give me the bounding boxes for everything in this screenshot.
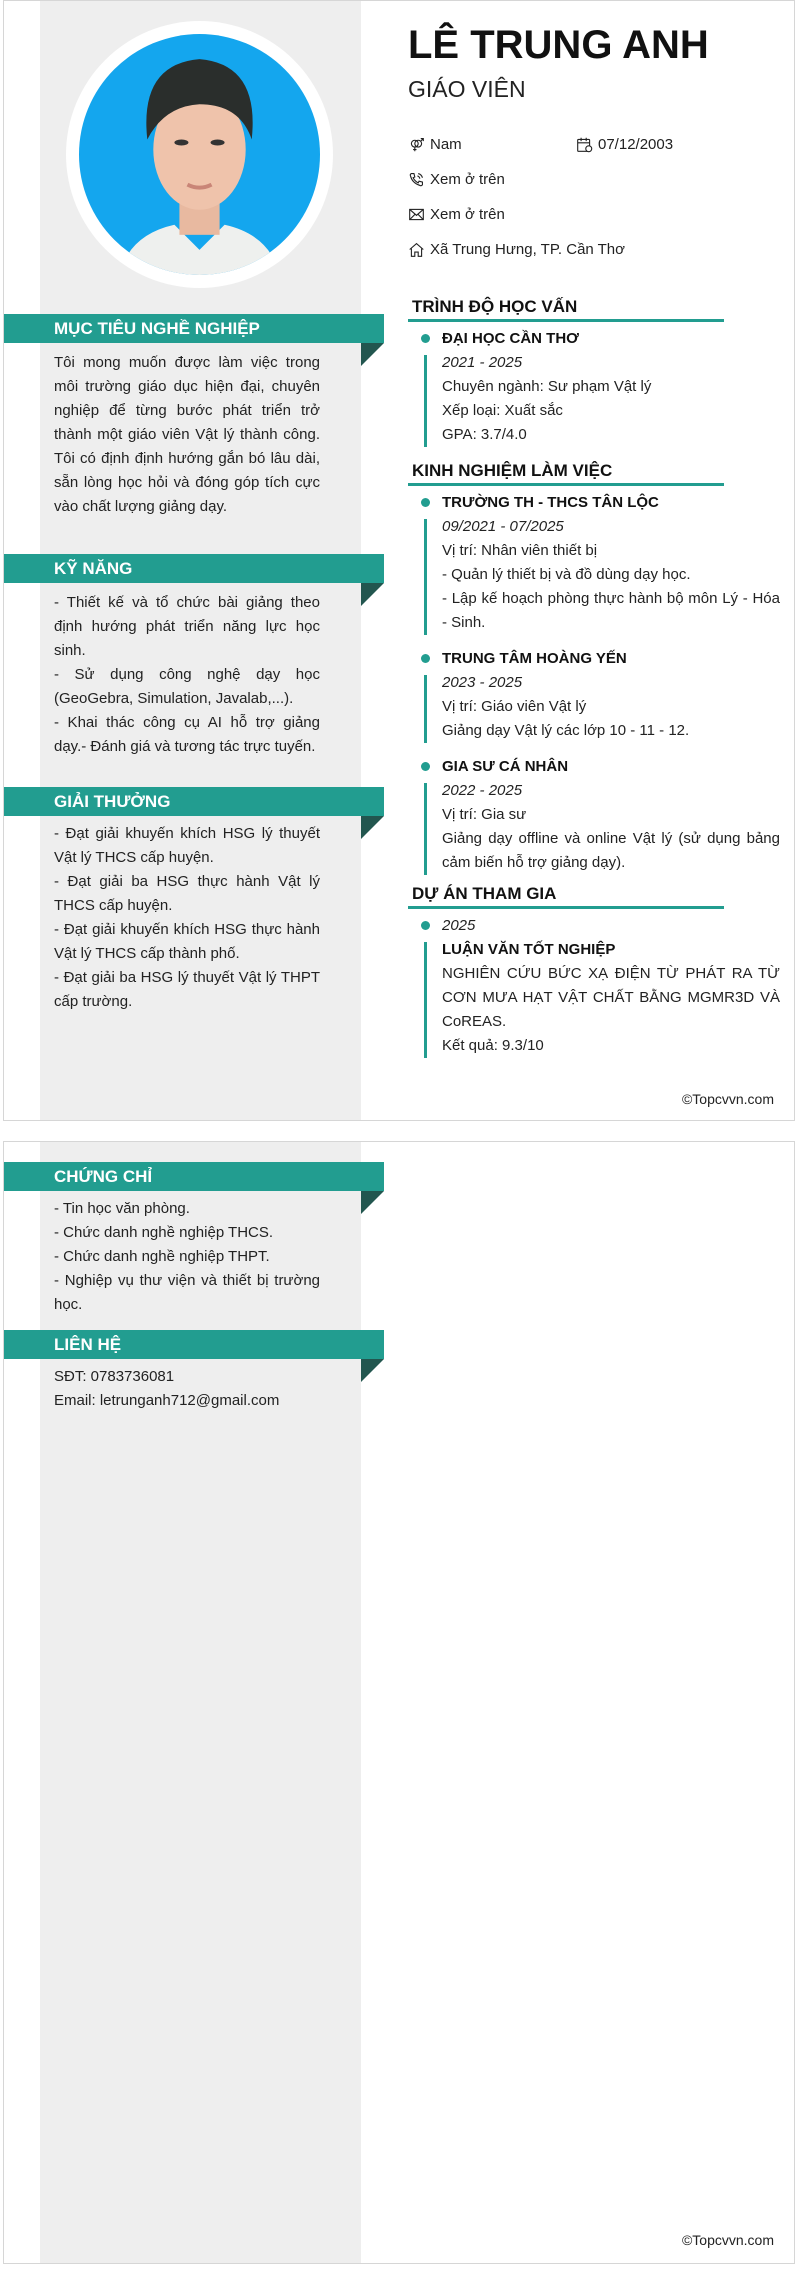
footer-watermark: ©Topcvvn.com (681, 2232, 774, 2248)
cv-page-1 (3, 0, 795, 1121)
education-item (408, 327, 780, 447)
experience-date: 09/2021 - 07/2025 (442, 518, 564, 535)
skill-item: - Khai thác công cụ AI hỗ trợ giảng dạy.- Đánh giá và tương tác trực tuyến. (54, 714, 320, 755)
contact-phone: SĐT: 0783736081 (54, 1368, 175, 1385)
experience-date: 2023 - 2025 (442, 674, 523, 691)
experience-item (408, 647, 780, 743)
address-value: Xã Trung Hưng, TP. Cần Thơ (430, 241, 625, 258)
company-name: TRUNG TÂM HOÀNG YẾN (442, 650, 627, 667)
skill-item: - Thiết kế và tổ chức bài giảng theo định hướng phát triển năng lực học sinh. (54, 594, 320, 659)
ribbon-fold (361, 343, 384, 366)
certificate-item: - Chức danh nghề nghiệp THCS. (54, 1224, 274, 1241)
award-item: - Đạt giải ba HSG thực hành Vật lý THCS cấp huyện. (54, 873, 320, 914)
dob-row (576, 136, 673, 153)
education-line: Xếp loại: Xuất sắc (442, 402, 563, 419)
experience-line: Vị trí: Gia sư (442, 806, 527, 823)
company-name: GIA SƯ CÁ NHÂN (442, 758, 569, 775)
candidate-title: GIÁO VIÊN (408, 76, 526, 102)
profile-photo (79, 34, 320, 275)
footer-watermark: ©Topcvvn.com (681, 1091, 774, 1107)
email-value: Xem ở trên (430, 206, 505, 223)
experience-line: Vị trí: Nhân viên thiết bị (442, 542, 598, 559)
project-date: 2025 (442, 917, 476, 934)
cv-page-2 (3, 1141, 795, 2264)
skills-header: KỸ NĂNG (4, 554, 384, 583)
education-line: GPA: 3.7/4.0 (442, 426, 527, 443)
awards-header: GIẢI THƯỞNG (4, 787, 384, 816)
dob-value: 07/12/2003 (598, 136, 674, 153)
ribbon-fold (361, 1191, 384, 1214)
gender-icon (408, 136, 425, 153)
email-row (408, 206, 505, 223)
objective-text: Tôi mong muốn được làm việc trong môi trường giáo dục hiện đại, chuyên nghiệp để từng bước phát triển trở thành một giáo viên Vật lý thành công. Tôi có định định hướng gắn bó lâu dài, sẵn lòng học hỏi và đóng góp tích cực vào chất lượng giảng dạy. (54, 354, 320, 515)
objective-header: MỤC TIÊU NGHỀ NGHIỆP (4, 314, 384, 343)
phone-icon (408, 171, 425, 188)
certificate-item: - Nghiệp vụ thư viện và thiết bị trường học. (54, 1272, 320, 1313)
address-row (408, 241, 625, 258)
project-name: LUẬN VĂN TỐT NGHIỆP (442, 941, 616, 958)
school-name: ĐẠI HỌC CẦN THƠ (442, 330, 579, 347)
certificate-item: - Chức danh nghề nghiệp THPT. (54, 1248, 270, 1265)
project-item (408, 914, 780, 1058)
education-date: 2021 - 2025 (442, 354, 523, 371)
company-name: TRƯỜNG TH - THCS TÂN LỘC (442, 494, 659, 511)
gender-value: Nam (430, 136, 462, 153)
skill-item: - Sử dụng công nghệ dạy học (GeoGebra, Simulation, Javalab,...). (54, 666, 320, 707)
certificate-item: - Tin học văn phòng. (54, 1200, 190, 1217)
experience-line: - Lập kế hoạch phòng thực hành bộ môn Lý - Hóa - Sinh. (442, 590, 780, 631)
ribbon-fold (361, 1359, 384, 1382)
projects-list (408, 914, 780, 1070)
contact-header: LIÊN HỆ (4, 1330, 384, 1359)
projects-heading: DỰ ÁN THAM GIA (408, 884, 724, 909)
certificates-list (54, 1197, 320, 1317)
phone-row (408, 171, 505, 188)
home-icon (408, 241, 425, 258)
experience-line: - Quản lý thiết bị và đồ dùng dạy học. (442, 566, 691, 583)
project-line: NGHIÊN CỨU BỨC XẠ ĐIỆN TỪ PHÁT RA TỪ CƠN MƯA HẠT VẬT CHẤT BẰNG MGMR3D VÀ CoREAS. (442, 965, 780, 1030)
gender-row (408, 136, 462, 153)
avatar (66, 21, 333, 288)
awards-list (54, 822, 320, 1014)
experience-item (408, 491, 780, 635)
calendar-icon (576, 136, 593, 153)
experience-heading: KINH NGHIỆM LÀM VIỆC (408, 461, 724, 486)
experience-list (408, 491, 780, 887)
experience-line: Giảng dạy offline và online Vật lý (sử dụng bảng cảm biến hỗ trợ giảng dạy). (442, 830, 780, 871)
contact-list (54, 1365, 320, 1413)
project-line: Kết quả: 9.3/10 (442, 1037, 544, 1054)
education-line: Chuyên ngành: Sư phạm Vật lý (442, 378, 652, 395)
experience-date: 2022 - 2025 (442, 782, 523, 799)
phone-value: Xem ở trên (430, 171, 505, 188)
skills-list (54, 591, 320, 759)
ribbon-fold (361, 816, 384, 839)
education-list (408, 327, 780, 459)
mail-icon (408, 206, 425, 223)
experience-item (408, 755, 780, 875)
experience-line: Giảng dạy Vật lý các lớp 10 - 11 - 12. (442, 722, 690, 739)
experience-line: Vị trí: Giáo viên Vật lý (442, 698, 587, 715)
award-item: - Đạt giải khuyến khích HSG lý thuyết Vật lý THCS cấp huyện. (54, 825, 320, 866)
certificates-header: CHỨNG CHỈ (4, 1162, 384, 1191)
award-item: - Đạt giải ba HSG lý thuyết Vật lý THPT cấp trường. (54, 969, 320, 1010)
award-item: - Đạt giải khuyến khích HSG thực hành Vật lý THCS cấp thành phố. (54, 921, 320, 962)
ribbon-fold (361, 583, 384, 606)
candidate-name: LÊ TRUNG ANH (408, 23, 709, 67)
contact-email: Email: letrunganh712@gmail.com (54, 1392, 280, 1409)
education-heading: TRÌNH ĐỘ HỌC VẤN (408, 297, 724, 322)
